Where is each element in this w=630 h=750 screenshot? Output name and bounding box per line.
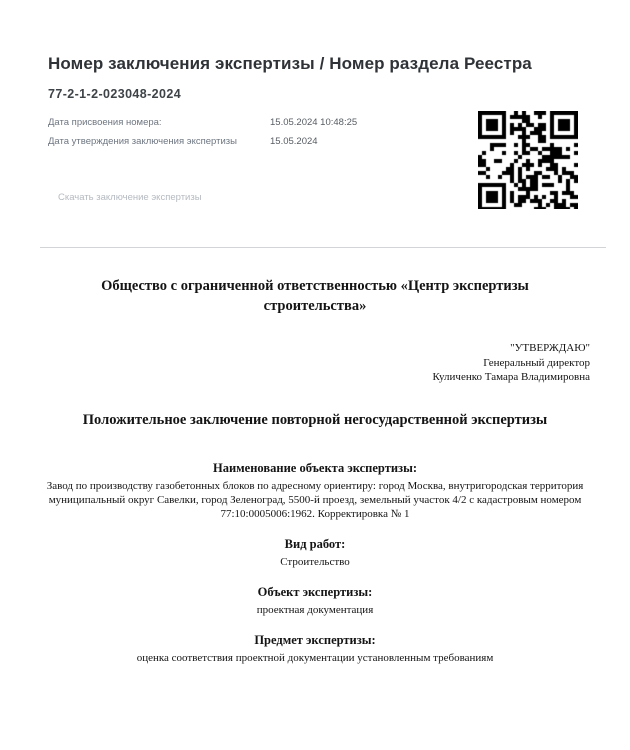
- qr-code: [478, 111, 578, 209]
- section-object-name-value: Завод по производству газобетонных блоков по адресному ориентиру: город Москва, внутригородская территория муниципальный округ Савелки, город Зеленоград, 5500-й проезд, земельный участок 4/2 с кадастровым номером 77:10:0005006:1962. Корректировка № 1: [46, 479, 584, 520]
- download-conclusion-link[interactable]: Скачать заключение экспертизы: [58, 192, 202, 203]
- approval-block: [40, 341, 590, 385]
- section-work-type-label: Вид работ:: [284, 536, 346, 551]
- section-object-name-label: Наименование объекта экспертизы:: [212, 460, 418, 475]
- section-expertise-subject: [40, 632, 590, 665]
- meta-row-number-assigned-date: [48, 117, 357, 136]
- date-assigned-label: Дата присвоения номера:: [48, 117, 162, 128]
- approval-stamp: "УТВЕРЖДАЮ": [510, 342, 590, 354]
- section-expertise-object-label: Объект экспертизы:: [257, 584, 373, 599]
- page-title: Номер заключения экспертизы / Номер раздела Реестра: [48, 54, 532, 73]
- meta-row-approval-date: [48, 136, 357, 155]
- approval-person: Куличенко Тамара Владимировна: [432, 371, 590, 383]
- conclusion-number: 77-2-1-2-023048-2024: [48, 87, 182, 101]
- section-expertise-subject-value: оценка соответствия проектной документации установленным требованиям: [136, 651, 494, 664]
- document-body: [0, 248, 630, 665]
- approval-position: Генеральный директор: [483, 356, 590, 369]
- section-expertise-object-value: проектная документация: [256, 603, 374, 616]
- registry-header: [0, 0, 630, 247]
- date-assigned-value: 15.05.2024 10:48:25: [270, 117, 358, 128]
- meta-fields: [48, 117, 357, 155]
- date-approved-value: 15.05.2024: [270, 136, 318, 147]
- section-object-name: [40, 460, 590, 521]
- section-work-type: [40, 536, 590, 569]
- organization-name: Общество с ограниченной ответственностью «Центр экспертизы строительства»: [101, 278, 529, 314]
- section-expertise-subject-label: Предмет экспертизы:: [254, 632, 376, 647]
- date-approved-label: Дата утверждения заключения экспертизы: [48, 136, 237, 147]
- section-expertise-object: [40, 584, 590, 617]
- section-work-type-value: Строительство: [280, 555, 350, 568]
- conclusion-title: Положительное заключение повторной негосударственной экспертизы: [82, 411, 548, 428]
